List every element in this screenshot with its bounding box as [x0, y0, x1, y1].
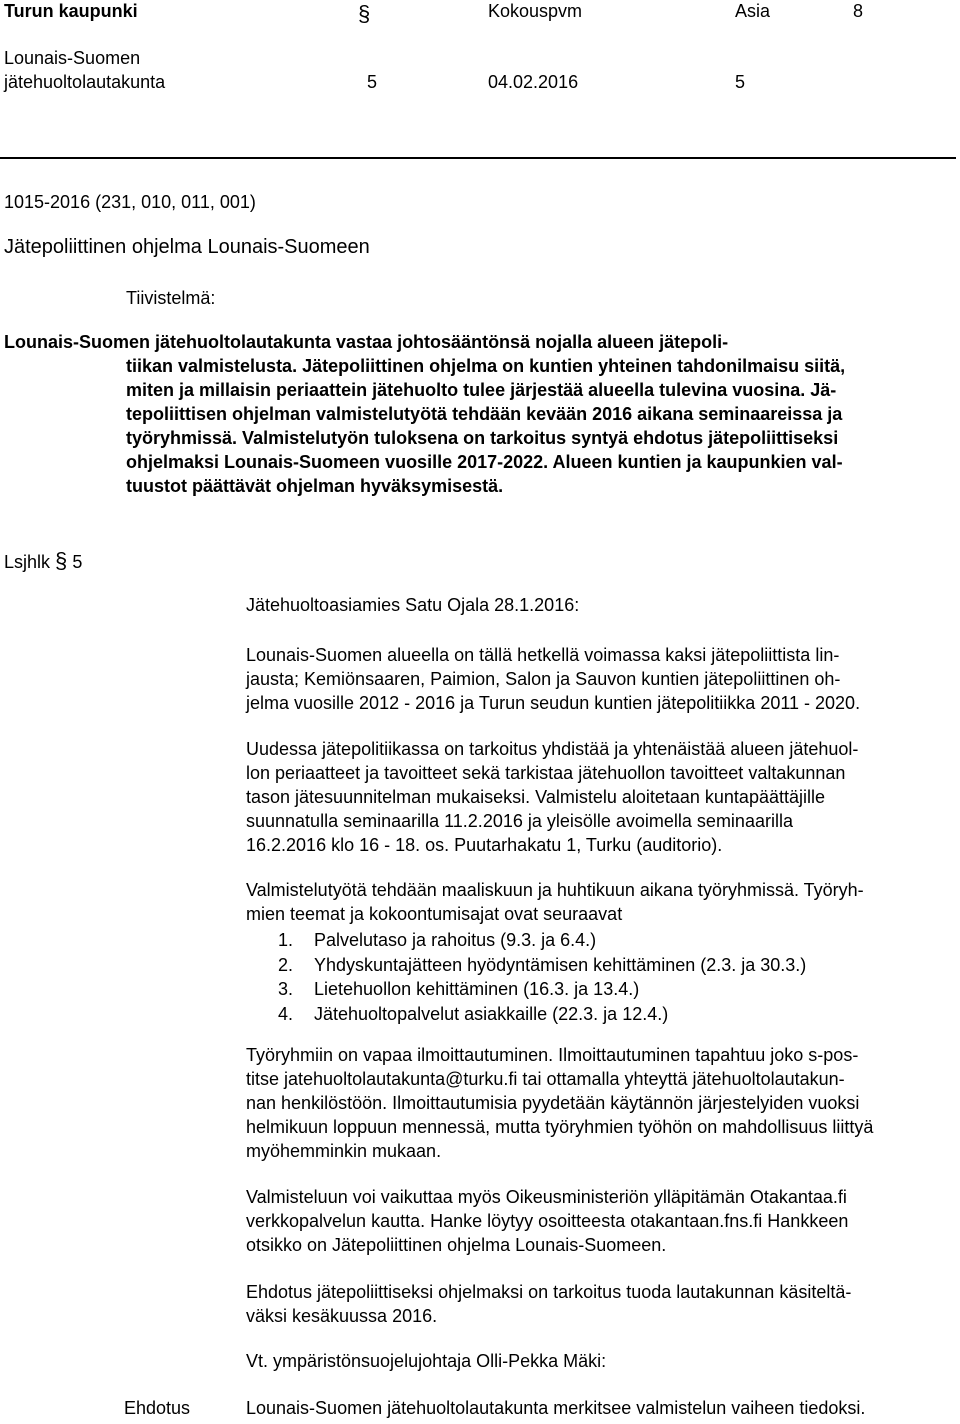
section-sign: §: [55, 548, 68, 573]
meeting-number: 5: [367, 72, 378, 92]
board-name-line1: Lounais-Suomen: [4, 48, 141, 68]
paragraph-1: [246, 643, 958, 715]
working-group-list: [270, 928, 806, 1026]
org-name: Turun kaupunki: [4, 1, 138, 21]
paragraph-line: mien teemat ja kokoontumisajat ovat seuraavat: [246, 904, 623, 924]
paragraph-line: jausta; Kemiönsaaren, Paimion, Salon ja Sauvon kuntien jätepoliittinen oh-: [246, 669, 841, 689]
paragraph-line: Valmisteluun voi vaikuttaa myös Oikeusministeriön ylläpitämän Otakantaa.fi: [246, 1187, 847, 1207]
paragraph-line: jelma vuosille 2012 - 2016 ja Turun seudun kuntien jätepolitiikka 2011 - 2020.: [246, 693, 861, 713]
list-item-text: Lietehuollon kehittäminen (16.3. ja 13.4.): [314, 979, 640, 999]
summary-line: Lounais-Suomen jätehuoltolautakunta vastaa johtosääntönsä nojalla alueen jätepoli-: [4, 332, 729, 352]
list-item: [270, 977, 806, 1002]
meeting-label: Kokouspvm: [488, 1, 583, 21]
list-item-number: 3.: [278, 979, 294, 999]
paragraph-line: nan henkilöstöön. Ilmoittautumisia pyydetään käytännön järjestelyiden vuoksi: [246, 1093, 860, 1113]
page-number: 8: [853, 1, 864, 21]
reference-number: 5: [72, 552, 83, 572]
summary-line: tepoliittisen ohjelman valmistelutyötä tehdään kevään 2016 aikana seminaareissa ja: [126, 404, 843, 424]
paragraph-6: [246, 1280, 958, 1328]
board-name-line2: jätehuoltolautakunta: [4, 72, 166, 92]
proposal-text: Lounais-Suomen jätehuoltolautakunta merkitsee valmistelun vaiheen tiedoksi.: [246, 1398, 866, 1418]
item-number: 5: [735, 72, 746, 92]
paragraph-line: tason jätesuunnitelman mukaiseksi. Valmistelu aloitetaan kuntapäättäjille: [246, 787, 825, 807]
paragraph-line: verkkopalvelun kautta. Hanke löytyy osoitteesta otakantaan.fns.fi Hankkeen: [246, 1211, 849, 1231]
list-item-text: Palvelutaso ja rahoitus (9.3. ja 6.4.): [314, 930, 597, 950]
summary-line: tiikan valmistelusta. Jätepoliittinen ohjelma on kuntien yhteinen tahdonilmaisu siitä,: [126, 356, 846, 376]
paragraph-line: Uudessa jätepolitiikassa on tarkoitus yhdistää ja yhtenäistää alueen jätehuol-: [246, 739, 859, 759]
paragraph-2: [246, 737, 958, 857]
paragraph-line: suunnatulla seminaarilla 11.2.2016 ja yleisölle avoimella seminaarilla: [246, 811, 793, 831]
reference-prefix: Lsjhlk: [4, 552, 51, 572]
list-item-number: 2.: [278, 954, 294, 975]
item-label: Asia: [735, 1, 771, 21]
list-item: [270, 928, 806, 953]
paragraph-line: väksi kesäkuussa 2016.: [246, 1306, 438, 1326]
list-item-text: Yhdyskuntajätteen hyödyntämisen kehittäminen (2.3. ja 30.3.): [314, 954, 807, 975]
summary-label: Tiivistelmä:: [126, 288, 216, 308]
list-item-number: 1.: [278, 930, 294, 950]
list-item-text: Jätehuoltopalvelut asiakkaille (22.3. ja 12.4.): [314, 1003, 669, 1024]
paragraph-line: 16.2.2016 klo 16 - 18. os. Puutarhakatu 1, Turku (auditorio).: [246, 835, 723, 855]
list-item-number: 4.: [278, 1003, 294, 1024]
reference: [4, 548, 82, 574]
paragraph-line: titse jatehuoltolautakunta@turku.fi tai ottamalla yhteyttä jätehuoltolautakun-: [246, 1069, 845, 1089]
paragraph-5: [246, 1185, 958, 1257]
meeting-date: 04.02.2016: [488, 72, 579, 92]
paragraph-line: otsikko on Jätepoliittinen ohjelma Lounais-Suomeen.: [246, 1235, 667, 1255]
proposal-label: Ehdotus: [124, 1398, 191, 1418]
paragraph-line: lon periaatteet ja tavoitteet sekä tarkistaa jätehuollon tavoitteet valtakunnan: [246, 763, 846, 783]
summary-line: ohjelmaksi Lounais-Suomeen vuosille 2017-2022. Alueen kuntien ja kaupunkien val-: [126, 452, 843, 472]
preparer-line: Jätehuoltoasiamies Satu Ojala 28.1.2016:: [246, 595, 580, 615]
summary-line: tuustot päättävät ohjelman hyväksymisestä.: [126, 476, 504, 496]
list-item: [270, 1002, 806, 1027]
summary-line: työryhmissä. Valmistelutyön tuloksena on tarkoitus syntyä ehdotus jätepoliittiseksi: [126, 428, 839, 448]
summary: [4, 330, 956, 498]
paragraph-line: helmikuun loppuun mennessä, mutta työryhmien työhön on mahdollisuus liittyä: [246, 1117, 874, 1137]
paragraph-line: Valmistelutyötä tehdään maaliskuun ja huhtikuun aikana työryhmissä. Työryh-: [246, 880, 864, 900]
paragraph-4: [246, 1043, 958, 1163]
paragraph-line: Ehdotus jätepoliittiseksi ohjelmaksi on tarkoitus tuoda lautakunnan käsiteltä-: [246, 1282, 852, 1302]
case-number: 1015-2016 (231, 010, 011, 001): [4, 192, 256, 212]
header-divider: [0, 157, 956, 159]
paragraph-line: Lounais-Suomen alueella on tällä hetkellä voimassa kaksi jätepoliittista lin-: [246, 645, 840, 665]
section-sign: §: [358, 1, 371, 26]
summary-line: miten ja millaisin periaattein jätehuolto tulee järjestää alueella tulevina vuosina. Jä-: [126, 380, 837, 400]
paragraph-line: Työryhmiin on vapaa ilmoittautuminen. Ilmoittautuminen tapahtuu joko s-pos-: [246, 1045, 859, 1065]
paragraph-3: [246, 878, 958, 926]
case-title: Jätepoliittinen ohjelma Lounais-Suomeen: [4, 236, 370, 258]
presenter-line: Vt. ympäristönsuojelujohtaja Olli-Pekka Mäki:: [246, 1351, 607, 1371]
paragraph-line: myöhemminkin mukaan.: [246, 1141, 442, 1161]
list-item: [270, 953, 806, 978]
